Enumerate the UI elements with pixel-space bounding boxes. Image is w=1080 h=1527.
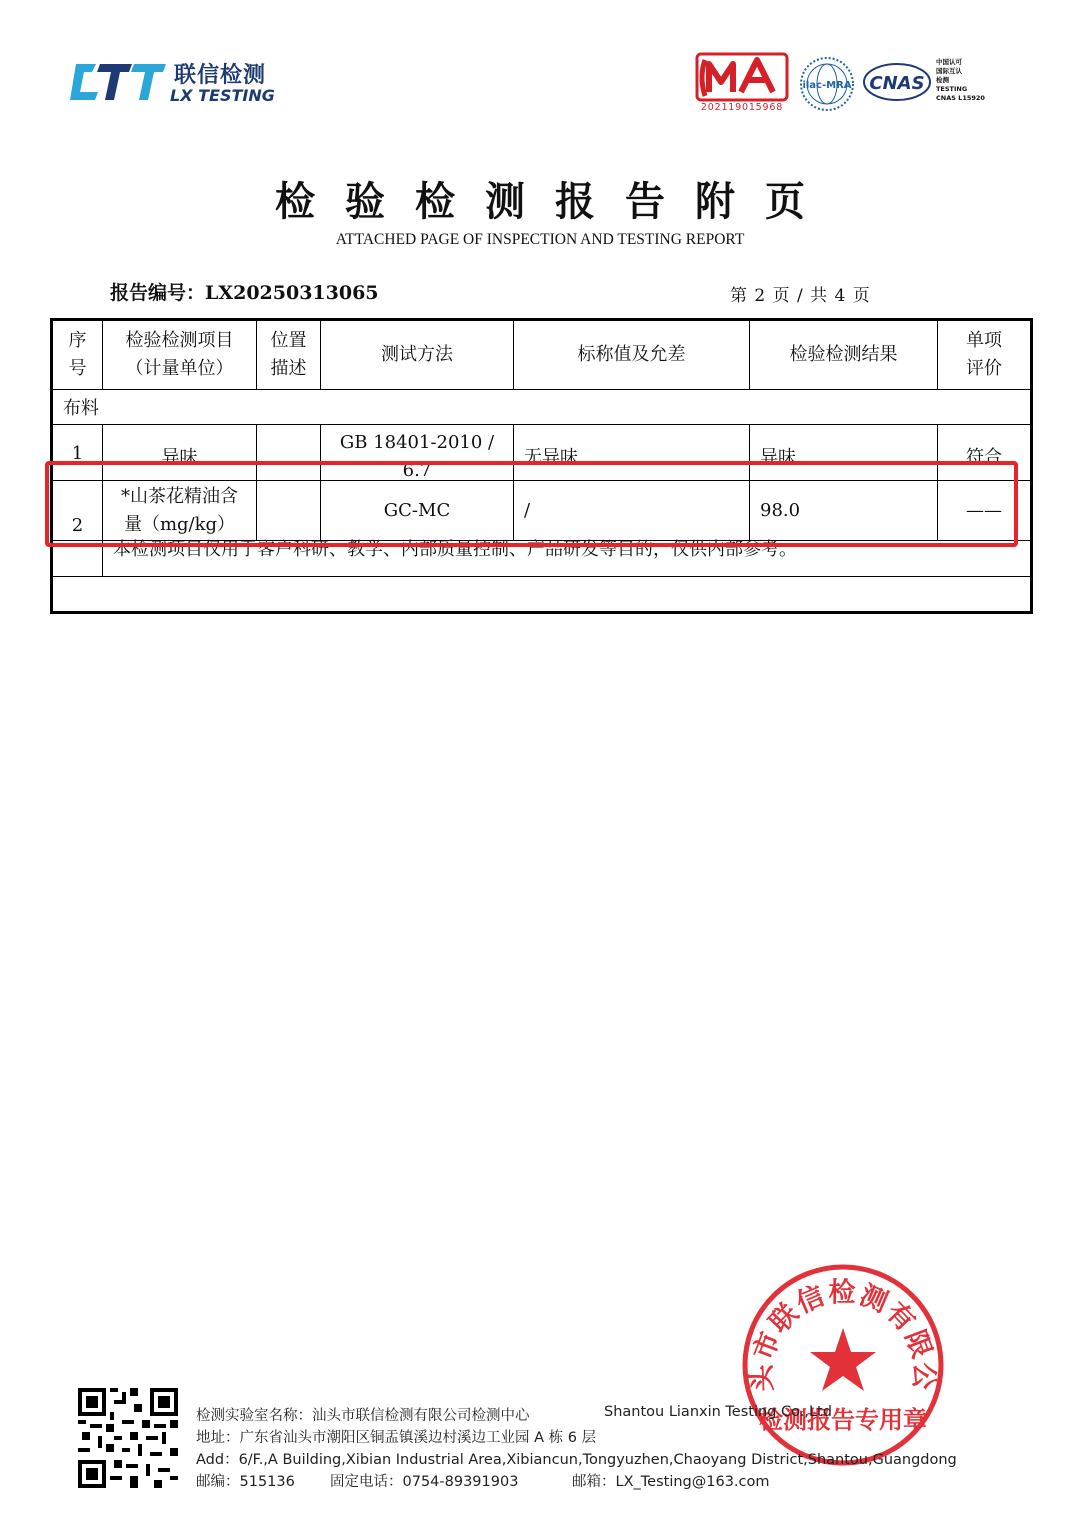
cnas-line: CNAS L15920 (936, 94, 985, 102)
cma-icon (695, 52, 789, 102)
address-english: Add：6/F.,A Building,Xibian Industrial Area,Xibiancun,Tongyuzhen,Chaoyang District,Shantou,Guangdong (196, 1452, 957, 1468)
header-position: 位置 描述 (257, 320, 321, 390)
row-result: 异味 (750, 425, 938, 481)
table-note: 本检测项目仅用于客户科研、教学、内部质量控制、产品研发等目的，仅供内部参考。 (103, 541, 1032, 577)
header-standard: 标称值及允差 (514, 320, 750, 390)
seal-inner-text: 检测报告专用章 (759, 1405, 927, 1434)
row-evaluation: 符合 (938, 425, 1032, 481)
cnas-line: 检测 (936, 76, 949, 84)
cnas-line: 国际互认 (936, 67, 962, 75)
qr-code-icon (78, 1388, 178, 1488)
highlight-box (45, 461, 1018, 547)
logo-chinese-name: 联信检测 (174, 63, 267, 88)
address-chinese: 地址：广东省汕头市潮阳区铜盂镇溪边村溪边工业园 A 栋 6 层 (196, 1430, 597, 1446)
page-subtitle: ATTACHED PAGE OF INSPECTION AND TESTING REPORT (335, 231, 745, 248)
postcode: 邮编：515136 (196, 1474, 295, 1490)
header-method: 测试方法 (321, 320, 514, 390)
company-logo (70, 58, 290, 108)
header-result: 检验检测结果 (750, 320, 938, 390)
table-header-row (52, 320, 1032, 390)
ilac-mra-mark (796, 55, 858, 113)
row-method: GC-MC (321, 481, 514, 541)
row-result: 98.0 (750, 481, 938, 541)
email[interactable]: 邮箱：LX_Testing@163.com (572, 1474, 770, 1490)
row-seq: 1 (52, 425, 103, 481)
header-seq: 序 号 (52, 320, 103, 390)
ilac-label: ilac-MRA (802, 80, 852, 91)
page-info: 第 2 页 / 共 4 页 (730, 286, 871, 306)
cnas-label: CNAS (869, 73, 925, 94)
row-method: GB 18401-2010 / 6.7 (321, 425, 514, 481)
table-empty-row (52, 577, 1032, 613)
row-evaluation: —— (938, 481, 1032, 541)
lx-logo-mark-icon (70, 60, 168, 104)
official-seal (738, 1260, 948, 1470)
row-seq: 2 (52, 481, 103, 541)
phone: 固定电话：0754-89391903 (330, 1474, 519, 1490)
seal-icon (738, 1260, 948, 1470)
empty-cell (52, 577, 1032, 613)
cma-certification-mark (695, 52, 789, 120)
table-section-row (52, 390, 1032, 425)
cnas-icon (862, 62, 932, 102)
cnas-line: 中国认可 (936, 58, 962, 66)
row-standard: / (514, 481, 750, 541)
section-label: 布料 (52, 390, 1032, 425)
page-title: 检验检测报告附页 (275, 178, 835, 225)
row-item: 异味 (103, 425, 257, 481)
lab-name: 检测实验室名称：汕头市联信检测有限公司检测中心 (196, 1408, 530, 1424)
report-number: 报告编号：LX20250313065 (110, 282, 379, 304)
cnas-mark (862, 62, 932, 102)
header-item: 检验检测项目 （计量单位） (103, 320, 257, 390)
cnas-line: TESTING (936, 85, 968, 93)
ilac-globe-icon (796, 55, 858, 113)
lab-name-english: Shantou Lianxin Testing Co.,Ltd (604, 1404, 832, 1420)
seal-outer-text: 头市联信检测有限公 (746, 1277, 940, 1393)
row-item: *山茶花精油含 量（mg/kg） (103, 481, 257, 541)
cma-number: 202119015968 (700, 102, 784, 113)
logo-english-name: LX TESTING (170, 86, 275, 105)
qr-code[interactable] (78, 1388, 178, 1488)
cnas-accreditation-text (936, 58, 996, 103)
header-evaluation: 单项 评价 (938, 320, 1032, 390)
row-standard: 无异味 (514, 425, 750, 481)
